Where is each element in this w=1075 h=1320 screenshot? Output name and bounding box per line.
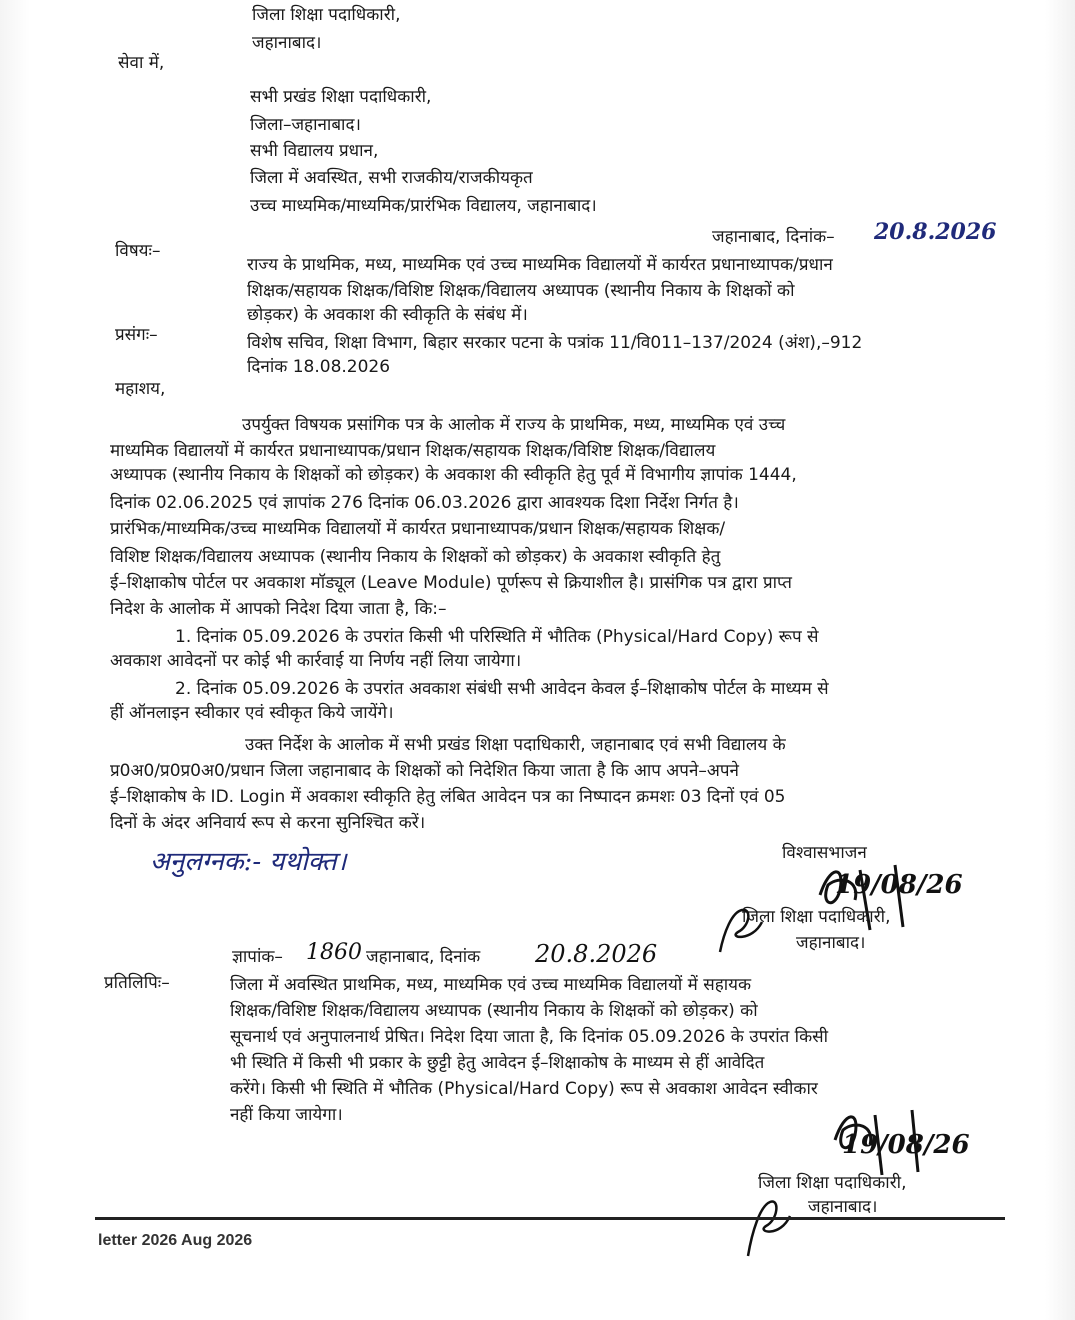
- body-line: प्र0अ0/प्र0प्र0अ0/प्रधान जिला जहानाबाद के शिक्षकों को निदेशित किया जाता है कि आप अपने–अपने: [110, 761, 739, 781]
- subject-line-1: राज्य के प्राथमिक, मध्य, माध्यमिक एवं उच्च माध्यमिक विद्यालयों में कार्यरत प्रधानाध्यापक/प्रधान: [247, 255, 833, 275]
- body-line: विशिष्ट शिक्षक/विद्यालय अध्यापक (स्थानीय निकाय के शिक्षकों को छोड़कर) के अवकाश स्वीकृति हेतु: [110, 547, 721, 567]
- copy-line: शिक्षक/विशिष्ट शिक्षक/विद्यालय अध्यापक (स्थानीय निकाय के शिक्षकों को छोड़कर) को: [230, 1001, 758, 1021]
- copy-line: भी स्थिति में किसी भी प्रकार के छुट्टी हेतु आवेदन ई–शिक्षाकोष के माध्यम से हीं आवेदित: [230, 1053, 765, 1073]
- initials-stamp-1: [712, 902, 772, 958]
- to-line-4: जिला में अवस्थित, सभी राजकीय/राजकीयकृत: [250, 168, 533, 188]
- reference-line-1: विशेष सचिव, शिक्षा विभाग, बिहार सरकार पटना के पत्रांक 11/वि011–137/2024 (अंश),–912: [247, 333, 863, 353]
- body-line: 2. दिनांक 05.09.2026 के उपरांत अवकाश संबंधी सभी आवेदन केवल ई–शिक्षाकोष पोर्टल के माध्यम से: [175, 679, 829, 699]
- salutation: महाशय,: [115, 379, 166, 399]
- copy-line: करेंगे। किसी भी स्थिति में भौतिक (Physical/Hard Copy) रूप से अवकाश आवेदन स्वीकार: [230, 1079, 818, 1099]
- signatory2-title: जिला शिक्षा पदाधिकारी,: [758, 1173, 907, 1193]
- initials-stamp-2: [740, 1192, 800, 1262]
- body-line: अध्यापक (स्थानीय निकाय के शिक्षकों को छोड़कर) के अवकाश की स्वीकृति हेतु पूर्व में विभागीय ज्ञापांक 1444,: [110, 465, 797, 485]
- body-line: ई–शिक्षाकोष के ID. Login में अवकाश स्वीकृति हेतु लंबित आवेदन पत्र का निष्पादन क्रमशः 03 दिनों एवं 05: [110, 787, 786, 807]
- memo-place-date-label: जहानाबाद, दिनांक: [366, 947, 481, 967]
- enclosure-handwritten: अनुलग्नक:- यथोक्त।: [150, 847, 347, 877]
- from-line-1: जिला शिक्षा पदाधिकारी,: [252, 5, 401, 25]
- footer-text: letter 2026 Aug 2026: [98, 1232, 253, 1249]
- body-line: उक्त निर्देश के आलोक में सभी प्रखंड शिक्षा पदाधिकारी, जहानाबाद एवं सभी विद्यालय के: [245, 735, 786, 755]
- from-line-2: जहानाबाद।: [252, 33, 322, 53]
- copy-line: जिला में अवस्थित प्राथमिक, मध्य, माध्यमिक एवं उच्च माध्यमिक विद्यालयों में सहायक: [230, 975, 752, 995]
- body-line: निदेश के आलोक में आपको निदेश दिया जाता है, कि:–: [110, 599, 447, 619]
- body-line: दिनांक 02.06.2025 एवं ज्ञापांक 276 दिनांक 06.03.2026 द्वारा आवश्यक दिशा निर्देश निर्गत है।: [110, 493, 739, 513]
- signatory-place: जहानाबाद।: [796, 933, 866, 953]
- memo-number-handwritten: 1860: [306, 940, 362, 965]
- place-date-label: जहानाबाद, दिनांक–: [712, 227, 835, 247]
- body-line: हीं ऑनलाइन स्वीकार एवं स्वीकृत किये जायेंगे।: [110, 703, 394, 723]
- to-line-1: सभी प्रखंड शिक्षा पदाधिकारी,: [250, 87, 432, 107]
- body-line: ई–शिक्षाकोष पोर्टल पर अवकाश मॉड्यूल (Leave Module) पूर्णरूप से क्रियाशील है। प्रासंगिक पत्र द्वारा प्राप्त: [110, 573, 792, 593]
- copy-line: सूचनार्थ एवं अनुपालनार्थ प्रेषित। निदेश दिया जाता है, कि दिनांक 05.09.2026 के उपरांत किसी: [230, 1027, 829, 1047]
- signatory2-place: जहानाबाद।: [808, 1197, 878, 1217]
- to-label: सेवा में,: [118, 53, 165, 73]
- copy-line: नहीं किया जायेगा।: [230, 1105, 343, 1125]
- body-line: उपर्युक्त विषयक प्रसांगिक पत्र के आलोक में राज्य के प्राथमिक, मध्य, माध्यमिक एवं उच्च: [242, 415, 786, 435]
- subject-label: विषयः–: [115, 241, 161, 261]
- place-date-handwritten: 20.8.2026: [874, 219, 997, 245]
- subject-line-2: शिक्षक/सहायक शिक्षक/विशिष्ट शिक्षक/विद्यालय अध्यापक (स्थानीय निकाय के शिक्षकों को: [247, 281, 795, 301]
- body-line: माध्यमिक विद्यालयों में कार्यरत प्रधानाध्यापक/प्रधान शिक्षक/सहायक शिक्षक/विशिष्ट शिक्षक/विद्यालय: [110, 441, 716, 461]
- signature-date-handwritten: 19/08/26: [835, 870, 963, 900]
- signature2-date-handwritten: 19/08/26: [842, 1130, 970, 1160]
- body-line: प्रारंभिक/माध्यमिक/उच्च माध्यमिक विद्यालयों में कार्यरत प्रधानाध्यापक/प्रधान शिक्षक/सहायक शिक्षक/: [110, 519, 726, 539]
- reference-line-2: दिनांक 18.08.2026: [247, 357, 391, 377]
- to-line-5: उच्च माध्यमिक/माध्यमिक/प्रारंभिक विद्यालय, जहानाबाद।: [250, 196, 597, 216]
- to-line-3: सभी विद्यालय प्रधान,: [250, 141, 379, 161]
- memo-date-handwritten: 20.8.2026: [535, 940, 658, 968]
- copy-label: प्रतिलिपिः–: [104, 973, 170, 993]
- body-line: 1. दिनांक 05.09.2026 के उपरांत किसी भी परिस्थिति में भौतिक (Physical/Hard Copy) रूप से: [175, 627, 819, 647]
- to-line-2: जिला–जहानाबाद।: [250, 115, 361, 135]
- signatory-title: जिला शिक्षा पदाधिकारी,: [742, 907, 891, 927]
- closing: विश्वासभाजन: [782, 843, 867, 863]
- body-line: अवकाश आवेदनों पर कोई भी कार्रवाई या निर्णय नहीं लिया जायेगा।: [110, 651, 522, 671]
- subject-line-3: छोड़कर) के अवकाश की स्वीकृति के संबंध में।: [247, 305, 528, 325]
- reference-label: प्रसंगः–: [115, 325, 158, 345]
- body-line: दिनों के अंदर अनिवार्य रूप से करना सुनिश्चित करें।: [110, 813, 426, 833]
- memo-label: ज्ञापांक–: [232, 947, 283, 967]
- footer-rule: [95, 1217, 1005, 1220]
